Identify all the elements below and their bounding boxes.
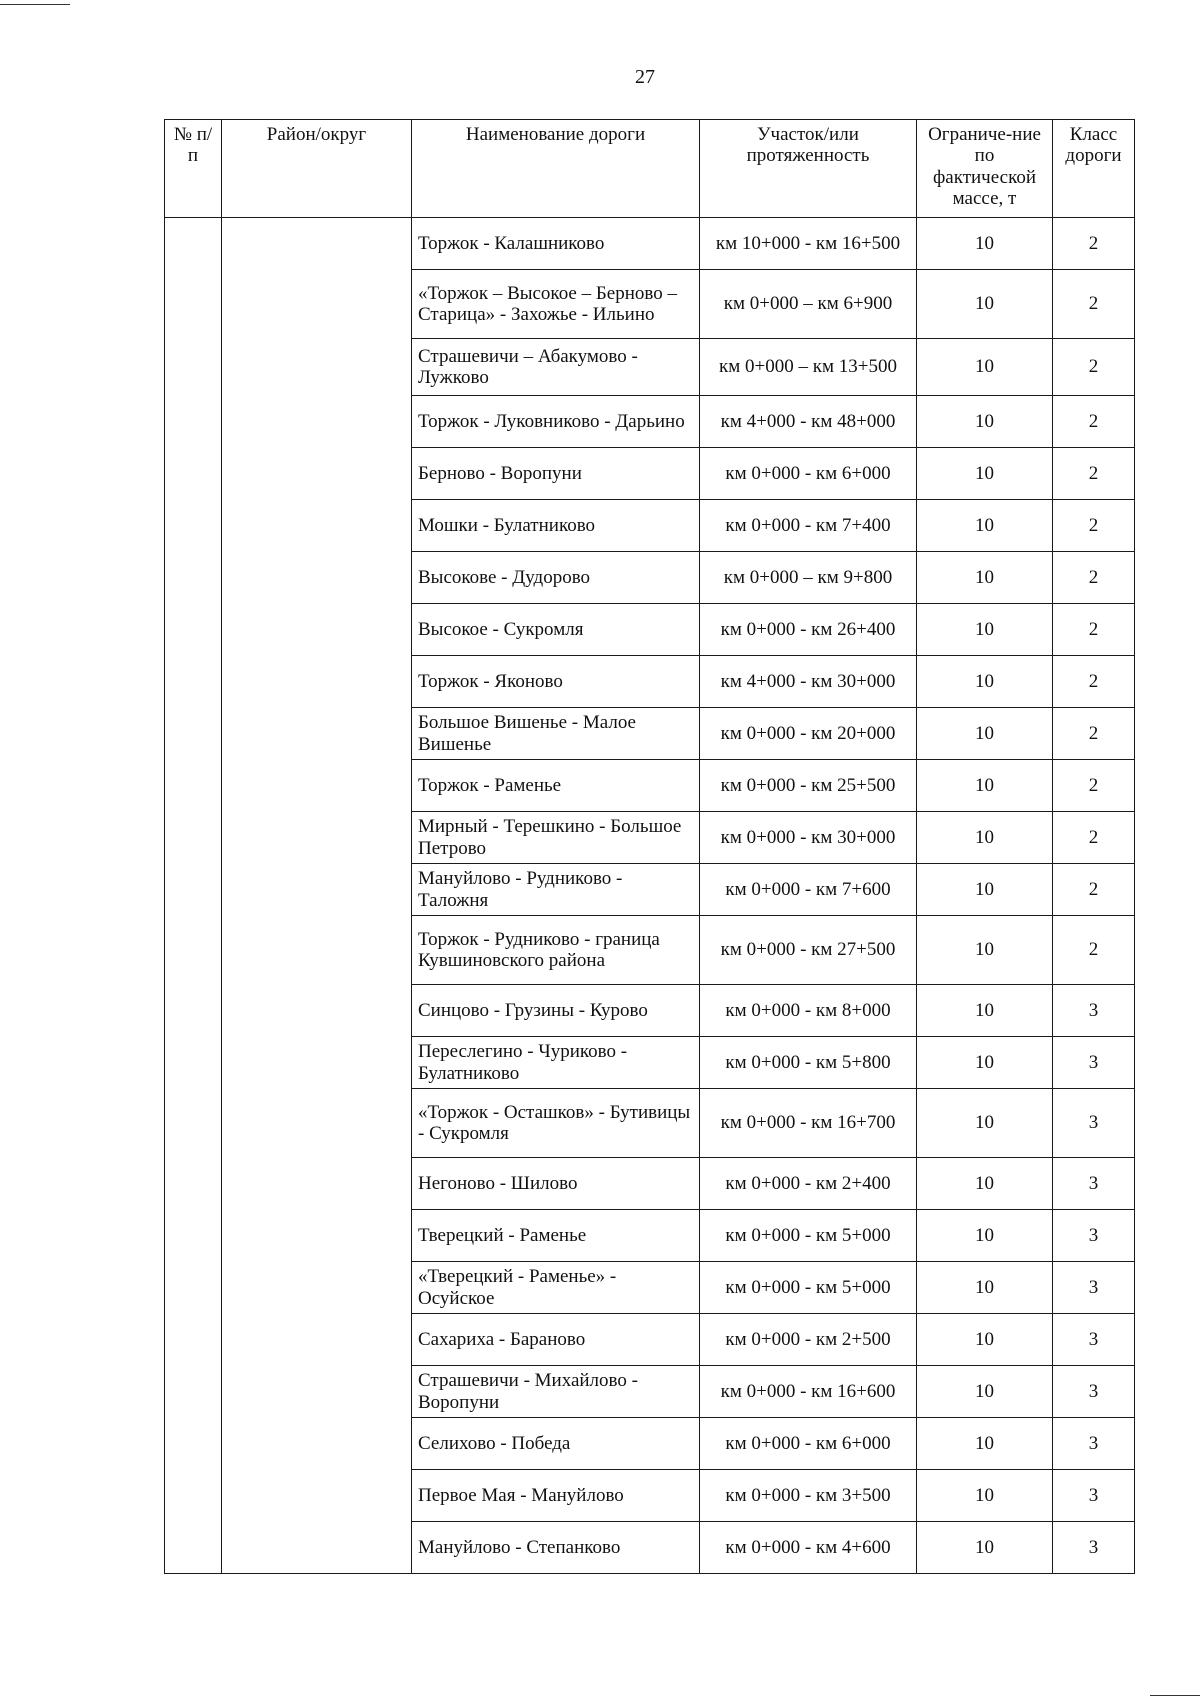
road-name-cell: Торжок - Раменье [412, 760, 700, 812]
section-cell: км 0+000 – км 6+900 [700, 270, 917, 339]
class-cell: 3 [1053, 1210, 1135, 1262]
limit-cell: 10 [917, 1470, 1053, 1522]
class-cell: 2 [1053, 656, 1135, 708]
section-cell: км 0+000 - км 5+000 [700, 1262, 917, 1314]
section-cell: км 0+000 - км 8+000 [700, 985, 917, 1037]
limit-cell: 10 [917, 985, 1053, 1037]
class-cell: 2 [1053, 339, 1135, 396]
section-cell: км 0+000 - км 5+000 [700, 1210, 917, 1262]
section-cell: км 0+000 - км 25+500 [700, 760, 917, 812]
section-cell: км 0+000 - км 16+600 [700, 1366, 917, 1418]
class-cell: 3 [1053, 1418, 1135, 1470]
class-cell: 2 [1053, 708, 1135, 760]
section-cell: км 0+000 - км 4+600 [700, 1522, 917, 1574]
class-cell: 2 [1053, 760, 1135, 812]
road-name-cell: Мануйлово - Степанково [412, 1522, 700, 1574]
limit-cell: 10 [917, 864, 1053, 916]
section-cell: км 0+000 - км 27+500 [700, 916, 917, 985]
class-cell: 2 [1053, 916, 1135, 985]
limit-cell: 10 [917, 1089, 1053, 1158]
section-cell: км 10+000 - км 16+500 [700, 218, 917, 270]
road-name-cell: Первое Мая - Мануйлово [412, 1470, 700, 1522]
limit-cell: 10 [917, 552, 1053, 604]
limit-cell: 10 [917, 656, 1053, 708]
road-name-cell: Мошки - Булатниково [412, 500, 700, 552]
section-cell: км 0+000 - км 5+800 [700, 1037, 917, 1089]
road-name-cell: Мирный - Терешкино - Большое Петрово [412, 812, 700, 864]
limit-cell: 10 [917, 916, 1053, 985]
class-cell: 3 [1053, 985, 1135, 1037]
road-name-cell: Торжок - Яконово [412, 656, 700, 708]
limit-cell: 10 [917, 1418, 1053, 1470]
road-name-cell: Торжок - Калашниково [412, 218, 700, 270]
road-name-cell: Берново - Воропуни [412, 448, 700, 500]
class-cell: 3 [1053, 1366, 1135, 1418]
page-number: 27 [635, 66, 655, 88]
header-class: Класс дороги [1053, 120, 1135, 218]
section-cell: км 0+000 - км 2+500 [700, 1314, 917, 1366]
limit-cell: 10 [917, 1366, 1053, 1418]
road-name-cell: Синцово - Грузины - Курово [412, 985, 700, 1037]
road-name-cell: Торжок - Луковниково - Дарьино [412, 396, 700, 448]
limit-cell: 10 [917, 270, 1053, 339]
road-name-cell: Мануйлово - Рудниково - Таложня [412, 864, 700, 916]
section-cell: км 0+000 – км 13+500 [700, 339, 917, 396]
table-header-row [165, 120, 1135, 218]
section-cell: км 0+000 - км 30+000 [700, 812, 917, 864]
class-cell: 2 [1053, 604, 1135, 656]
section-cell: км 0+000 – км 9+800 [700, 552, 917, 604]
section-cell: км 4+000 - км 48+000 [700, 396, 917, 448]
road-name-cell: Высокое - Сукромля [412, 604, 700, 656]
scan-edge-mark [1150, 1695, 1200, 1696]
class-cell: 3 [1053, 1314, 1135, 1366]
limit-cell: 10 [917, 604, 1053, 656]
class-cell: 2 [1053, 864, 1135, 916]
limit-cell: 10 [917, 708, 1053, 760]
road-name-cell: Большое Вишенье - Малое Вишенье [412, 708, 700, 760]
header-section: Участок/или протяженность [700, 120, 917, 218]
limit-cell: 10 [917, 500, 1053, 552]
class-cell: 3 [1053, 1089, 1135, 1158]
limit-cell: 10 [917, 812, 1053, 864]
table-row [165, 218, 1135, 270]
header-district: Район/округ [222, 120, 412, 218]
header-limit: Ограниче-ние по фактической массе, т [917, 120, 1053, 218]
table-body [165, 218, 1135, 1574]
road-name-cell: Негоново - Шилово [412, 1158, 700, 1210]
section-cell: км 4+000 - км 30+000 [700, 656, 917, 708]
class-cell: 3 [1053, 1037, 1135, 1089]
class-cell: 3 [1053, 1470, 1135, 1522]
limit-cell: 10 [917, 1314, 1053, 1366]
road-name-cell: Тверецкий - Раменье [412, 1210, 700, 1262]
road-name-cell: «Торжок - Осташков» - Бутивицы - Сукромля [412, 1089, 700, 1158]
road-name-cell: «Тверецкий - Раменье» - Осуйское [412, 1262, 700, 1314]
section-cell: км 0+000 - км 7+400 [700, 500, 917, 552]
section-cell: км 0+000 - км 6+000 [700, 448, 917, 500]
class-cell: 3 [1053, 1522, 1135, 1574]
limit-cell: 10 [917, 1262, 1053, 1314]
limit-cell: 10 [917, 1158, 1053, 1210]
limit-cell: 10 [917, 1522, 1053, 1574]
class-cell: 2 [1053, 552, 1135, 604]
limit-cell: 10 [917, 1210, 1053, 1262]
scan-edge-mark [0, 4, 70, 5]
header-num: № п/п [165, 120, 222, 218]
class-cell: 2 [1053, 448, 1135, 500]
section-cell: км 0+000 - км 20+000 [700, 708, 917, 760]
header-road-name: Наименование дороги [412, 120, 700, 218]
road-name-cell: Страшевичи – Абакумово - Лужково [412, 339, 700, 396]
limit-cell: 10 [917, 218, 1053, 270]
class-cell: 2 [1053, 812, 1135, 864]
class-cell: 3 [1053, 1158, 1135, 1210]
roads-table [164, 119, 1135, 1574]
section-cell: км 0+000 - км 26+400 [700, 604, 917, 656]
section-cell: км 0+000 - км 3+500 [700, 1470, 917, 1522]
road-name-cell: Переслегино - Чуриково - Булатниково [412, 1037, 700, 1089]
road-name-cell: Селихово - Победа [412, 1418, 700, 1470]
class-cell: 2 [1053, 396, 1135, 448]
class-cell: 2 [1053, 270, 1135, 339]
limit-cell: 10 [917, 339, 1053, 396]
class-cell: 2 [1053, 500, 1135, 552]
road-name-cell: Торжок - Рудниково - граница Кувшиновского района [412, 916, 700, 985]
road-name-cell: Высокове - Дудорово [412, 552, 700, 604]
limit-cell: 10 [917, 1037, 1053, 1089]
road-name-cell: Страшевичи - Михайлово - Воропуни [412, 1366, 700, 1418]
road-name-cell: Сахариха - Бараново [412, 1314, 700, 1366]
section-cell: км 0+000 - км 7+600 [700, 864, 917, 916]
section-cell: км 0+000 - км 16+700 [700, 1089, 917, 1158]
road-name-cell: «Торжок – Высокое – Берново – Старица» - Захожье - Ильино [412, 270, 700, 339]
class-cell: 3 [1053, 1262, 1135, 1314]
district-cell [222, 218, 412, 1574]
class-cell: 2 [1053, 218, 1135, 270]
limit-cell: 10 [917, 448, 1053, 500]
section-cell: км 0+000 - км 2+400 [700, 1158, 917, 1210]
limit-cell: 10 [917, 760, 1053, 812]
section-cell: км 0+000 - км 6+000 [700, 1418, 917, 1470]
num-cell [165, 218, 222, 1574]
limit-cell: 10 [917, 396, 1053, 448]
